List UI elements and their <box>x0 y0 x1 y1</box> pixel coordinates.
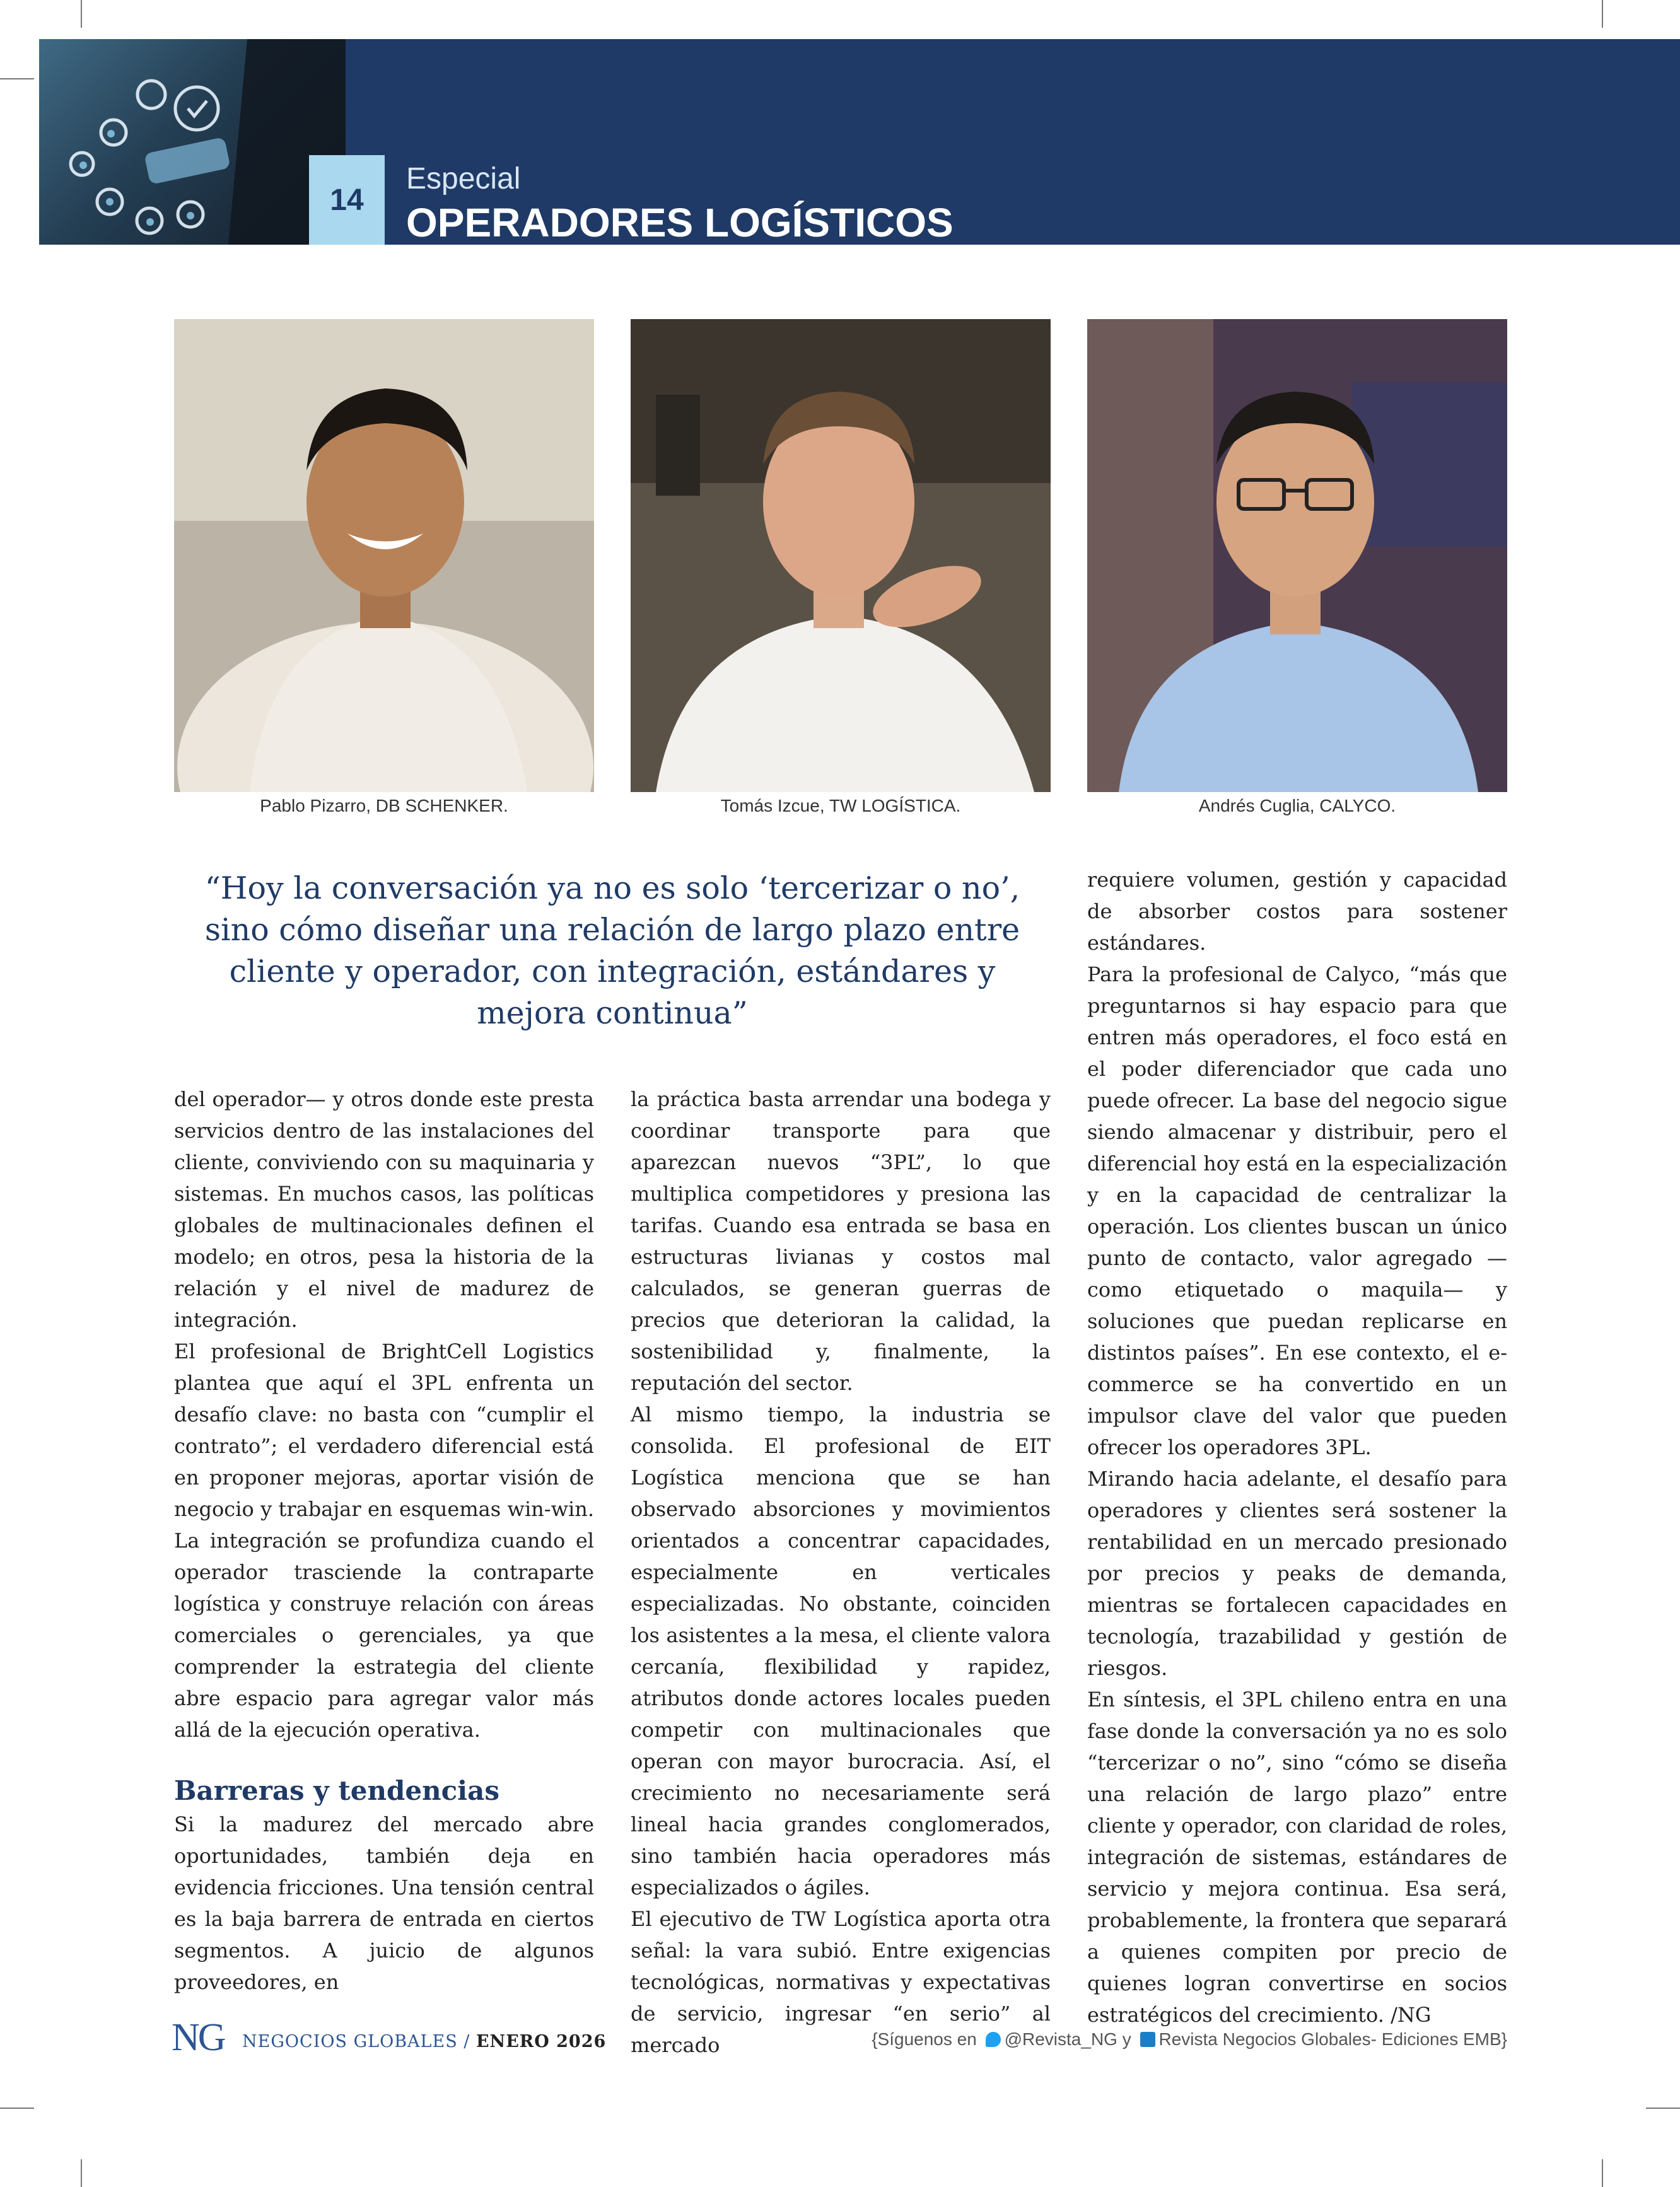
social-prefix: {Síguenos en <box>872 2029 977 2049</box>
text-column-1 <box>174 1083 594 1998</box>
crop-mark <box>81 0 82 28</box>
crop-mark <box>1602 2159 1603 2187</box>
magazine-issue <box>242 2032 606 2051</box>
text-column-3 <box>1087 864 1507 2031</box>
crop-mark <box>1646 2108 1680 2109</box>
portrait-photo <box>631 319 1051 792</box>
section-label: Especial <box>406 162 521 195</box>
crop-mark <box>0 2108 34 2109</box>
magazine-name: NEGOCIOS GLOBALES <box>242 2032 458 2051</box>
pull-quote: “Hoy la conversación ya no es solo ‘tercerizar o no’, sino cómo diseñar una relación de largo plazo entre cliente y operador, con integración, estándares y mejora continua” <box>204 870 1020 1031</box>
photo-caption: Pablo Pizarro, DB SCHENKER. <box>260 796 508 815</box>
text-column-2 <box>631 1083 1051 2061</box>
portrait-photo <box>174 319 594 792</box>
paragraph: la práctica basta arrendar una bodega y coordinar transporte para que aparezcan nuevos “3PL”, lo que multiplica competidores y presiona las tarifas. Cuando esa entrada se basa en estructuras livianas y costos mal calculados, se generan guerras de precios que deterioran la calidad, la sostenibilidad y, finalmente, la reputación del sector. <box>631 1087 1051 1395</box>
separator: / <box>457 2032 476 2051</box>
paragraph: Mirando hacia adelante, el desafío para operadores y clientes será sostener la rentabilidad en un mercado presionado por precios y peaks de demanda, mientras se fortalecen capacidades en tecnología, trazabilidad y gestión de riesgos. <box>1087 1467 1507 1680</box>
photo-caption: Andrés Cuglia, CALYCO. <box>1198 796 1396 815</box>
paragraph: En síntesis, el 3PL chileno entra en una fase donde la conversación ya no es solo “tercerizar o no”, sino “cómo se diseña una relación de largo plazo” entre cliente y operador, con claridad de roles, integración de sistemas, estándares de servicio y mejora continua. Esa será, probablemente, la frontera que separará a quienes compiten por precio de quienes logran convertirse en socios estratégicos del crecimiento. /NG <box>1087 1688 1507 2027</box>
paragraph: Si la madurez del mercado abre oportunidades, también deja en evidencia fricciones. Una tensión central es la baja barrera de entrada en ciertos segmentos. A juicio de algunos proveedores, en <box>174 1812 594 1994</box>
header-photo <box>39 39 346 245</box>
magazine-logo: NG <box>172 2016 225 2059</box>
social-connector: y <box>1122 2029 1131 2049</box>
paragraph: Al mismo tiempo, la industria se consolida. El profesional de EIT Logística menciona que se han observado absorciones y movimientos orientados a concentrar capacidades, especialmente en verticales especializadas. No obstante, coinciden los asistentes a la mesa, el cliente valora cercanía, flexibilidad y rapidez, atributos donde actores locales pueden competir con multinacionales que operan con mayor burocracia. Así, el crecimiento no necesariamente será lineal hacia grandes conglomerados, sino también hacia operadores más especializados o ágiles. <box>631 1403 1051 1899</box>
section-title: OPERADORES LOGÍSTICOS <box>406 200 954 245</box>
photo-caption: Tomás Izcue, TW LOGÍSTICA. <box>720 796 961 815</box>
paragraph: El ejecutivo de TW Logística aporta otra señal: la vara subió. Entre exigencias tecnológicas, normativas y expectativas de servicio, ingresar “en serio” al mercado <box>631 1907 1051 2057</box>
page-number: 14 <box>309 155 385 245</box>
portrait-photo <box>1087 319 1507 792</box>
paragraph: Para la profesional de Calyco, “más que preguntarnos si hay espacio para que entren más operadores, el foco está en el poder diferenciador que cada uno puede ofrecer. La base del negocio sigue siendo almacenar y distribuir, pero el diferencial hoy está en la especialización y en la capacidad de centralizar la operación. Los clientes buscan un único punto de contacto, valor agregado —como etiquetado o maquila— y soluciones que puedan replicarse en distintos países”. En ese contexto, el e-commerce se ha convertido en un impulsor clave del valor que pueden ofrecer los operadores 3PL. <box>1087 962 1507 1459</box>
linkedin-page[interactable]: Revista Negocios Globales- Ediciones EMB} <box>1158 2029 1507 2049</box>
crop-mark <box>0 78 34 79</box>
linkedin-icon <box>1140 2032 1155 2047</box>
paragraph: requiere volumen, gestión y capacidad de absorber costos para sostener estándares. <box>1087 868 1507 955</box>
twitter-handle[interactable]: @Revista_NG <box>1004 2029 1117 2049</box>
paragraph: del operador— y otros donde este presta servicios dentro de las instalaciones del cliente, conviviendo con su maquinaria y sistemas. En muchos casos, las políticas globales de multinacionales definen el modelo; en otros, pesa la historia de la relación y el nivel de madurez de integración. <box>174 1087 594 1332</box>
crop-mark <box>81 2159 82 2187</box>
twitter-icon <box>986 2032 1001 2047</box>
subheading: Barreras y tendencias <box>174 1775 499 1806</box>
paragraph: El profesional de BrightCell Logistics plantea que aquí el 3PL enfrenta un desafío clave: no basta con “cumplir el contrato”; el verdadero diferencial está en proponer mejoras, aportar visión de negocio y trabajar en esquemas win-win. La integración se profundiza cuando el operador trasciende la contraparte logística y construye relación con áreas comerciales o gerenciales, ya que comprender la estrategia del cliente abre espacio para agregar valor más allá de la ejecución operativa. <box>174 1339 594 1742</box>
issue-date: ENERO 2026 <box>475 2032 607 2051</box>
crop-mark <box>1602 0 1603 28</box>
social-links <box>872 2029 1507 2050</box>
